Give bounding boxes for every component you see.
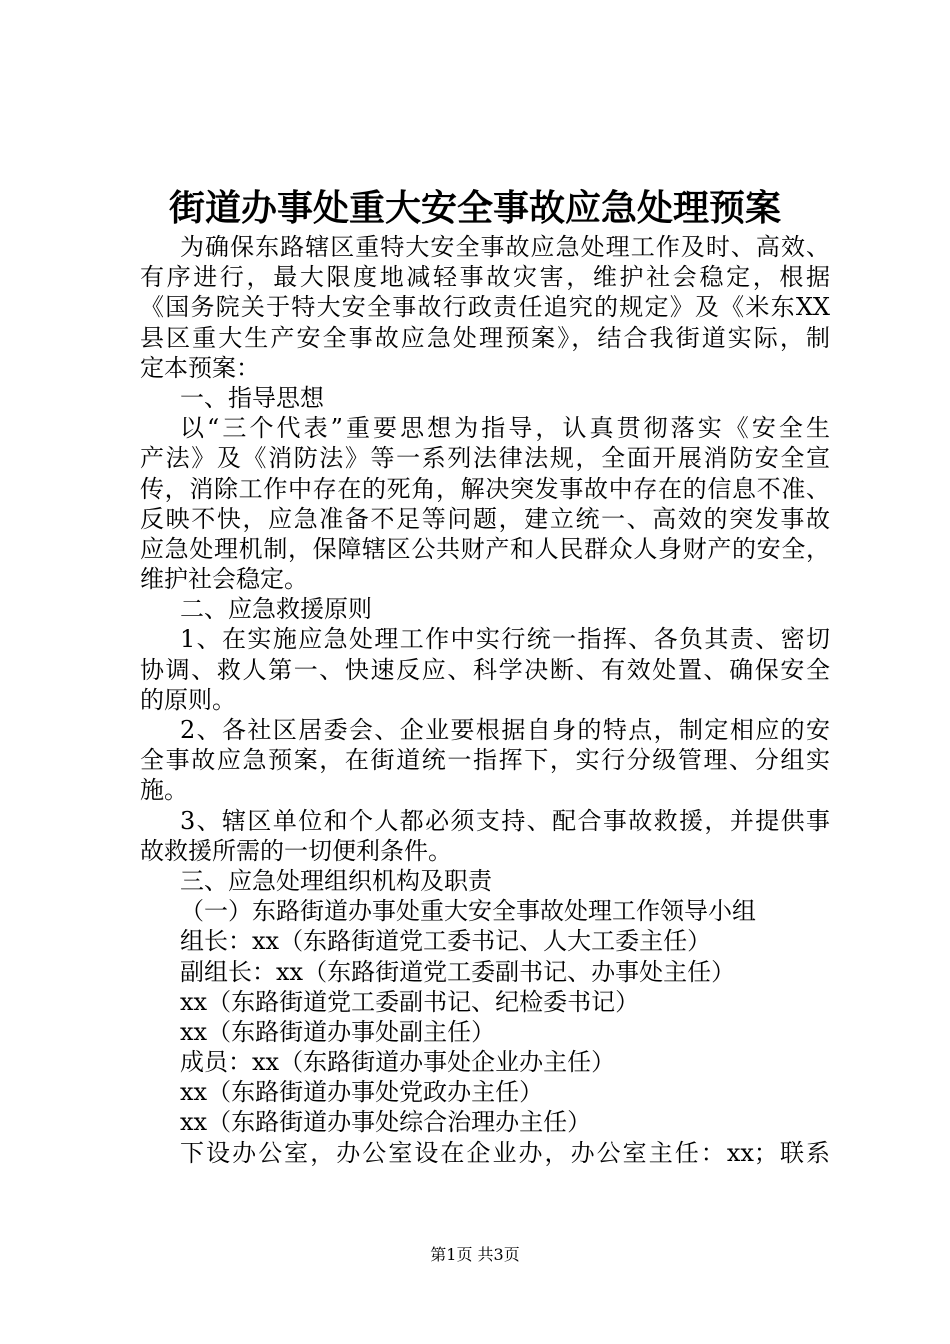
subsection-heading: （一）东路街道办事处重大安全事故处理工作领导小组: [180, 897, 756, 926]
section-heading: 三、应急处理组织机构及职责: [180, 866, 492, 895]
document-body: [140, 232, 830, 1168]
paragraph-line: 1、在实施应急处理工作中实行统一指挥、各负其责、密切: [180, 625, 830, 654]
section-heading: 二、应急救援原则: [180, 595, 372, 624]
paragraph-line: 协调、救人第一、快速反应、科学决断、有效处置、确保安全: [140, 655, 830, 684]
paragraph-line: 维护社会稳定。: [140, 565, 308, 594]
personnel-line: 成员：xx（东路街道办事处企业办主任）: [180, 1048, 616, 1077]
paragraph-line: 为确保东路辖区重特大安全事故应急处理工作及时、高效、: [180, 233, 830, 261]
personnel-line: xx（东路街道办事处党政办主任）: [180, 1078, 544, 1107]
paragraph-line: 传，消除工作中存在的死角，解决突发事故中存在的信息不准、: [140, 474, 830, 503]
personnel-line: xx（东路街道办事处副主任）: [180, 1017, 496, 1046]
paragraph-line: 反映不快，应急准备不足等问题，建立统一、高效的突发事故: [140, 504, 830, 533]
paragraph-line: 应急处理机制，保障辖区公共财产和人民群众人身财产的安全，: [140, 534, 830, 563]
personnel-line: 组长：xx（东路街道党工委书记、人大工委主任）: [180, 927, 712, 956]
paragraph-line: 施。: [140, 776, 188, 805]
paragraph-line: 有序进行，最大限度地减轻事故灾害，维护社会稳定，根据: [140, 263, 830, 292]
paragraph-line: 产法》及《消防法》等一系列法律法规，全面开展消防安全宣: [140, 444, 830, 473]
paragraph-line: 《国务院关于特大安全事故行政责任追究的规定》及《米东XX: [140, 293, 830, 322]
paragraph-line: 全事故应急预案，在街道统一指挥下，实行分级管理、分组实: [140, 746, 830, 775]
section-heading: 一、指导思想: [180, 383, 324, 412]
paragraph-line: 县区重大生产安全事故应急处理预案》，结合我街道实际，制: [140, 323, 830, 352]
personnel-line: 副组长：xx（东路街道党工委副书记、办事处主任）: [180, 957, 736, 986]
paragraph-line: 2、各社区居委会、企业要根据自身的特点，制定相应的安: [180, 716, 830, 744]
paragraph-line: 故救援所需的一切便利条件。: [140, 836, 452, 865]
personnel-line: xx（东路街道党工委副书记、纪检委书记）: [180, 987, 640, 1016]
document-title: 街道办事处重大安全事故应急处理预案: [168, 188, 781, 229]
paragraph-line: 3、辖区单位和个人都必须支持、配合事故救援，并提供事: [180, 806, 830, 835]
paragraph-line: 定本预案：: [140, 353, 260, 382]
page-number-footer: 第1页 共3页: [430, 1245, 520, 1264]
paragraph-line: 的原则。: [140, 685, 236, 714]
paragraph-line: 以“三个代表”重要思想为指导，认真贯彻落实《安全生: [180, 414, 830, 443]
paragraph-line: 下设办公室，办公室设在企业办，办公室主任：xx；联系: [180, 1138, 830, 1167]
personnel-line: xx（东路街道办事处综合治理办主任）: [180, 1108, 592, 1137]
